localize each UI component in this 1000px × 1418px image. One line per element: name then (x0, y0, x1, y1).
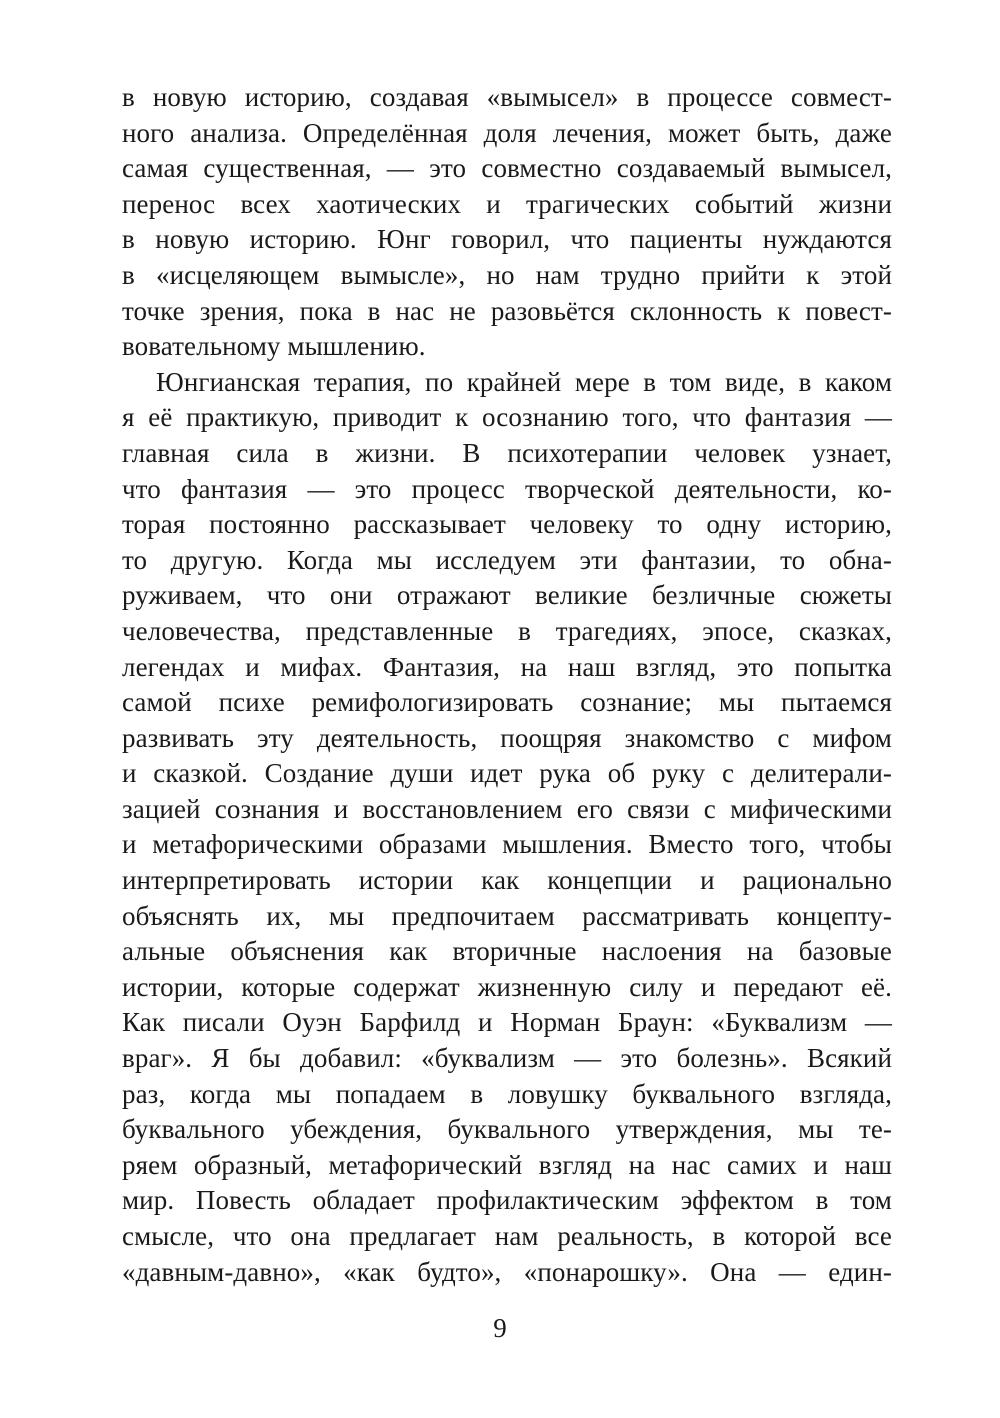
text-line: Юнгианская терапия, по крайней мере в том виде, в каком (156, 366, 892, 397)
page-number: 9 (493, 1313, 507, 1343)
text-line: истории, которые содержат жизненную силу и передают её. (122, 971, 892, 1002)
text-line: Как писали Оуэн Барфилд и Норман Браун: «Буквализм — (122, 1007, 892, 1038)
text-line: интерпретировать истории как концепции и рационально (122, 865, 892, 896)
text-line: самой психе ремифологизировать сознание; мы пытаемся (122, 687, 892, 718)
text-line: что фантазия — это процесс творческой деятельности, ко- (122, 473, 892, 504)
text-line: зацией сознания и восстановлением его связи с мифическими (122, 793, 892, 824)
text-line: главная сила в жизни. В психотерапии человек узнает, (122, 437, 892, 468)
text-line: «давным-давно», «как будто», «понарошку». Она — един- (122, 1256, 892, 1287)
text-line: развивать эту деятельность, поощряя знакомство с мифом (122, 722, 892, 753)
text-line: мир. Повесть обладает профилактическим эффектом в том (122, 1185, 892, 1216)
text-line: в «исцеляющем вымысле», но нам трудно прийти к этой (122, 259, 892, 290)
text-line: смысле, что она предлагает нам реальность, в которой все (122, 1221, 892, 1251)
text-line: в новую историю. Юнг говорил, что пациенты нуждаются (122, 224, 892, 255)
text-line: и метафорическими образами мышления. Вместо того, чтобы (122, 829, 892, 860)
text-line: торая постоянно рассказывает человеку то одну историю, (122, 509, 892, 540)
text-line: человечества, представленные в трагедиях, эпосе, сказках, (122, 615, 892, 646)
text-line: то другую. Когда мы исследуем эти фантазии, то обна- (122, 544, 892, 575)
text-line: легендах и мифах. Фантазия, на наш взгляд, это попытка (122, 651, 892, 682)
text-line: я её практикую, приводит к осознанию того, что фантазия — (122, 402, 892, 433)
text-line: ряем образный, метафорический взгляд на нас самих и наш (122, 1149, 892, 1180)
text-line: ного анализа. Определённая доля лечения, может быть, даже (122, 117, 892, 148)
text-line: буквального убеждения, буквального утверждения, мы те- (122, 1114, 892, 1145)
body-text (122, 80, 892, 1290)
text-line: объяснять их, мы предпочитаем рассматривать концепту- (122, 900, 892, 931)
text-line: самая существенная, — это совместно создаваемый вымысел, (122, 153, 892, 184)
text-line: в новую историю, создавая «вымысел» в процессе совмест- (122, 82, 892, 112)
text-line: вовательному мышлению. (122, 331, 426, 362)
text-line: раз, когда мы попадаем в ловушку буквального взгляда, (122, 1078, 892, 1109)
text-line: точке зрения, пока в нас не разовьётся склонность к повест- (122, 295, 892, 326)
text-line: перенос всех хаотических и трагических событий жизни (122, 188, 892, 219)
text-line: враг». Я бы добавил: «буквализм — это болезнь». Всякий (122, 1043, 892, 1074)
text-line: альные объяснения как вторичные наслоения на базовые (122, 936, 892, 967)
text-line: руживаем, что они отражают великие безличные сюжеты (122, 580, 892, 611)
text-line: и сказкой. Создание души идет рука об руку с делитерали- (122, 758, 892, 789)
